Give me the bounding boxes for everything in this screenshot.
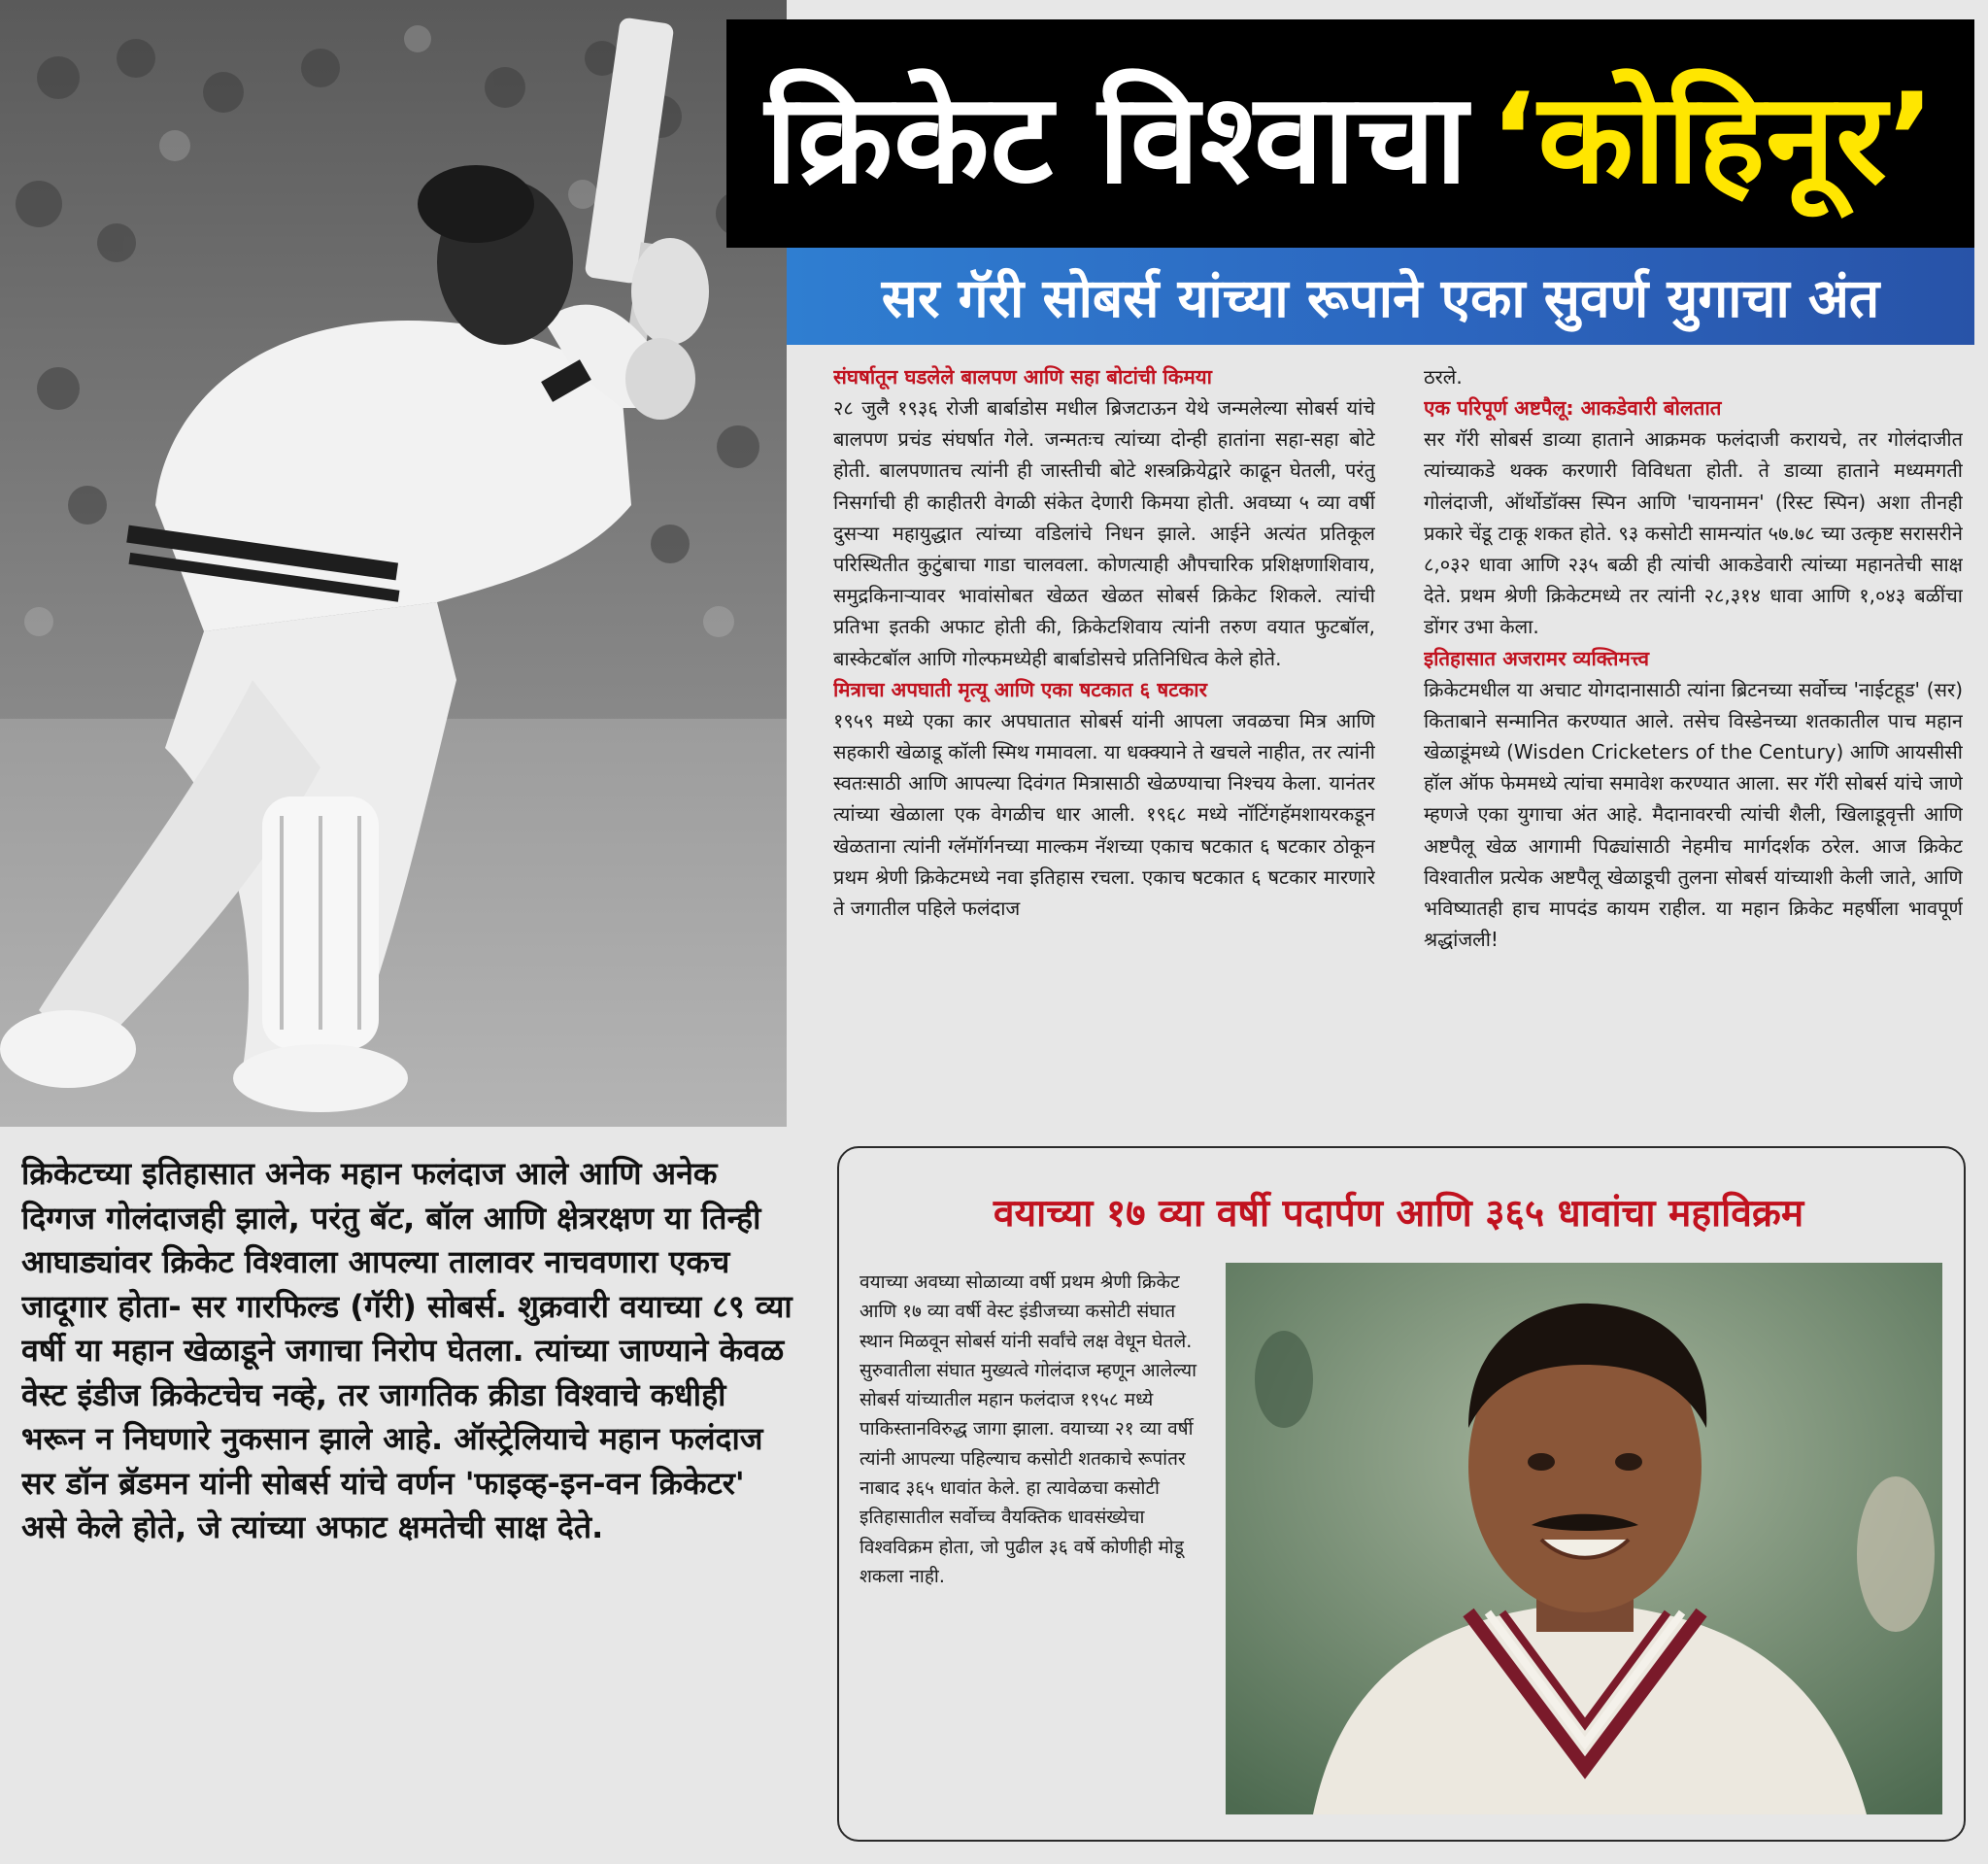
headline-kohinoor: ‘कोहिनूर’ (1490, 67, 1937, 212)
section-text-legacy: क्रिकेटमधील या अचाट योगदानासाठी त्यांना ब्रिटनच्या सर्वोच्च 'नाईटहूड' (सर) किताबाने सन्मानित करण्यात आले. तसेच विस्डेनच्या शतकातील पाच महान खेळाडूंमध्ये (Wisden Cricketers of the Century) आणि आयसीसी हॉल ऑफ फेममध्ये त्यांचा समावेश करण्यात आला. सर गॅरी सोबर्स यांचे जाणे म्हणजे एका युगाचा अंत आहे. मैदानावरची त्यांची शैली, खिलाडूवृत्ती आणि अष्टपैलू खेळ आगामी पिढ्यांसाठी नेहमीच मार्गदर्शक ठरेल. आज क्रिकेट विश्वातील प्रत्येक अष्टपैलू खेळाडूची तुलना सोबर्स यांच्याशी केली जाते, आणि भविष्यातही हाच मापदंड कायम राहील. या महान क्रिकेट महर्षीला भावपूर्ण श्रद्धांजली! (1424, 677, 1963, 952)
section-heading-childhood: संघर्षातून घडलेले बालपण आणि सहा बोटांची किमया (833, 365, 1212, 389)
section-text-allrounder: सर गॅरी सोबर्स डाव्या हाताने आक्रमक फलंदाजी करायचे, तर गोलंदाजीत त्यांच्याकडे थक्क करणारी विविधता होती. ते डाव्या हाताने मध्यमगती गोलंदाजी, ऑर्थोडॉक्स स्पिन आणि 'चायनामन' (रिस्ट स्पिन) अशा तीनही प्रकारे चेंडू टाकू शकत होते. ९३ कसोटी सामन्यांत ५७.७८ च्या उत्कृष्ट सरासरीने ८,०३२ धावा आणि २३५ बळी ही त्यांची आकडेवारी त्यांच्या महानतेची साक्ष देते. प्रथम श्रेणी क्रिकेटमध्ये तर त्यांनी २८,३१४ धावा आणि १,०४३ बळींचा डोंगर उभा केला. (1424, 427, 1963, 639)
subheadline-text: सर गॅरी सोबर्स यांच्या रूपाने एका सुवर्ण युगाचा अंत (881, 266, 1880, 329)
section-text-six-sixes: १९५९ मध्ये एका कार अपघातात सोबर्स यांनी आपला जवळचा मित्र आणि सहकारी खेळाडू कॉली स्मिथ गमावला. या धक्क्याने ते खचले नाहीत, तर त्यांनी स्वतःसाठी आणि आपल्या दिवंगत मित्रासाठी खेळण्याचा निश्चय केला. यानंतर त्यांच्या खेळाला एक वेगळीच धार आली. १९६८ मध्ये नॉटिंगहॅमशायरकडून खेळताना त्यांनी ग्लॅमॉर्गनच्या माल्कम नॅशच्या एकाच षटकात ६ षटकार ठोकून प्रथम श्रेणी क्रिकेटमध्ये नवा इतिहास रचला. एकाच षटकात ६ षटकार मारणारे ते जगातील पहिले फलंदाज (833, 708, 1375, 921)
section-heading-legacy: इतिहासात अजरामर व्यक्तिमत्त्व (1424, 646, 1650, 670)
article-column-1 (833, 361, 1375, 1138)
portrait-photo (1226, 1263, 1942, 1814)
subheadline-band (787, 248, 1974, 345)
section-text-childhood: २८ जुलै १९३६ रोजी बार्बाडोस मधील ब्रिजटाऊन येथे जन्मलेल्या सोबर्स यांचे बालपण प्रचंड संघर्षात गेले. जन्मतःच त्यांच्या दोन्ही हातांना सहा-सहा बोटे होती. बालपणातच त्यांनी ही जास्तीची बोटे शस्त्रक्रियेद्वारे काढून घेतली, परंतु निसर्गाची ही काहीतरी वेगळी संकेत देणारी किमया होती. अवघ्या ५ व्या वर्षी दुसऱ्या महायुद्धात त्यांच्या वडिलांचे निधन झाले. आईने अत्यंत प्रतिकूल परिस्थितीत कुटुंबाचा गाडा चालवला. कोणत्याही औपचारिक प्रशिक्षणाशिवाय, समुद्रकिनाऱ्यावर भावांसोबत खेळत खेळत सोबर्स क्रिकेट शिकले. त्यांची प्रतिभा इतकी अफाट होती की, क्रिकेटशिवाय त्यांनी तरुण वयात फुटबॉल, बास्केटबॉल आणि गोल्फमध्येही बार्बाडोसचे प्रतिनिधित्व केले होते. (833, 396, 1375, 670)
section-heading-six-sixes: मित्राचा अपघाती मृत्यू आणि एका षटकात ६ षटकार (833, 677, 1207, 701)
lead-paragraph: क्रिकेटच्या इतिहासात अनेक महान फलंदाज आले आणि अनेक दिग्गज गोलंदाजही झाले, परंतु बॅट, बॉल आणि क्षेत्ररक्षण या तिन्ही आघाड्यांवर क्रिकेट विश्वाला आपल्या तालावर नाचवणारा एकच जादूगार होता- सर गारफिल्ड (गॅरी) सोबर्स. शुक्रवारी वयाच्या ८९ व्या वर्षी या महान खेळाडूने जगाचा निरोप घेतला. त्यांच्या जाण्याने केवळ वेस्ट इंडीज क्रिकेटचेच नव्हे, तर जागतिक क्रीडा विश्वाचे कधीही भरून न निघणारे नुकसान झाले आहे. ऑस्ट्रेलियाचे महान फलंदाज सर डॉन ब्रॅडमन यांनी सोबर्स यांचे वर्णन 'फाइव्ह-इन-वन क्रिकेटर' असे केले होते, जे त्यांच्या अफाट क्षमतेची साक्ष देते. (21, 1155, 792, 1545)
headline-part1: क्रिकेट विश्वाचा (764, 67, 1469, 212)
article-column-2 (1424, 361, 1963, 1129)
box-title: वयाच्या १७ व्या वर्षी पदार्पण आणि ३६५ धावांचा महाविक्रम (993, 1192, 1804, 1236)
section-heading-allrounder: एक परिपूर्ण अष्टपैलू: आकडेवारी बोलतात (1424, 396, 1722, 421)
box-body-text: वयाच्या अवघ्या सोळाव्या वर्षी प्रथम श्रेणी क्रिकेट आणि १७ व्या वर्षी वेस्ट इंडीजच्या कसोटी संघात स्थान मिळवून सोबर्स यांनी सर्वांचे लक्ष वेधून घेतले. सुरुवातीला संघात मुख्यत्वे गोलंदाज म्हणून आलेल्या सोबर्स यांच्यातील महान फलंदाज १९५८ मध्ये पाकिस्तानविरुद्ध जागा झाला. वयाच्या २१ व्या वर्षी त्यांनी आपल्या पहिल्याच कसोटी शतकाचे रूपांतर नाबाद ३६५ धावांत केले. हा त्यावेळचा कसोटी इतिहासातील सर्वोच्च वैयक्तिक धावसंख्येचा विश्वविक्रम होता, जो पुढील ३६ वर्षे कोणीही मोडू शकला नाही. (859, 1271, 1197, 1587)
main-batting-photo (0, 0, 787, 1127)
continued-text: ठरले. (1424, 365, 1463, 389)
headline (726, 19, 1974, 248)
